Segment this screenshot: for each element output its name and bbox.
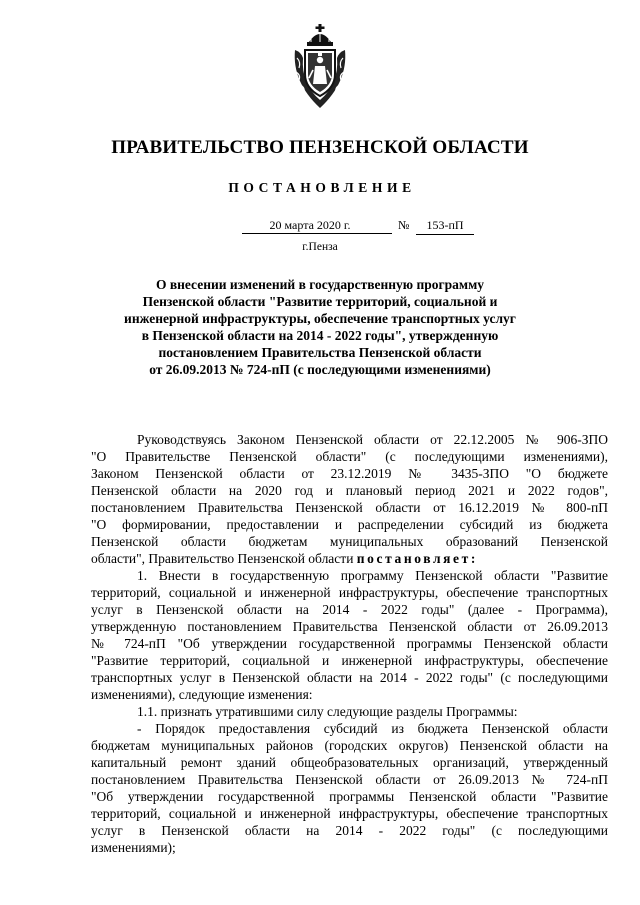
body-line-with-resolution <box>91 550 608 567</box>
heading-line: постановлением Правительства Пензенской области <box>158 345 482 361</box>
heading-line: О внесении изменений в государственную программу <box>155 277 485 292</box>
heading-line: Пензенской области "Развитие территорий, социальной и <box>142 294 498 310</box>
body-line: изменениями), следующие изменения: <box>91 687 313 702</box>
decree-heading <box>100 276 540 379</box>
body-line: 1.1. признать утратившими силу следующие разделы Программы: <box>137 704 518 719</box>
heading-line: инженерной инфраструктуры, обеспечение транспортных услуг <box>124 311 516 327</box>
body-line: Законом Пензенской области от 23.12.2019 № 3435-ЗПО "О бюджете <box>91 466 608 481</box>
decree-body <box>91 431 608 856</box>
body-line: капитальный ремонт зданий общеобразовательных организаций, утвержденный <box>91 755 608 770</box>
body-line: услуг в Пензенской области на 2014 - 2022 годы" (далее - Программа), <box>91 602 608 617</box>
city-name: г.Пенза <box>302 241 338 253</box>
body-line-text: области", Правительство Пензенской области <box>91 551 354 566</box>
body-line: Пензенской области на 2020 год и плановый период 2021 и 2022 годов", <box>91 483 608 498</box>
body-line: Руководствуясь Законом Пензенской области от 22.12.2005 № 906-ЗПО <box>137 432 608 447</box>
decree-date: 20 марта 2020 г. <box>242 218 392 234</box>
body-line: бюджетам муниципальных районов (городских округов) Пензенской области на <box>91 738 608 753</box>
body-line: "Развитие территорий, социальной и инженерной инфраструктуры, обеспечение <box>91 653 608 668</box>
government-title: ПРАВИТЕЛЬСТВО ПЕНЗЕНСКОЙ ОБЛАСТИ <box>111 137 529 158</box>
resolves-word: постановляет: <box>356 551 478 566</box>
body-line: территорий, социальной и инженерной инфраструктуры, обеспечение транспортных <box>91 806 608 821</box>
body-line: "О Правительстве Пензенской области" (с последующими изменениями), <box>91 449 608 464</box>
heading-line: в Пензенской области на 2014 - 2022 годы", утвержденную <box>141 328 499 344</box>
body-line: "О формировании, предоставлении и распределении субсидий из бюджета <box>91 517 608 532</box>
decree-number: 153-пП <box>416 218 474 235</box>
body-line: изменениями); <box>91 840 176 855</box>
body-line: Пензенской области бюджетам муниципальных образований Пензенской <box>91 534 608 549</box>
body-line: постановлением Правительства Пензенской области от 26.09.2013 № 724-пП <box>91 772 608 787</box>
coat-of-arms-emblem <box>289 22 351 112</box>
body-line: утвержденную постановлением Правительства Пензенской области от 26.09.2013 <box>91 619 608 634</box>
body-line: "Об утверждении государственной программы Пензенской области "Развитие <box>91 789 608 804</box>
body-line: территорий, социальной и инженерной инфраструктуры, обеспечение транспортных <box>91 585 608 600</box>
date-number-row <box>0 218 640 236</box>
heading-line: от 26.09.2013 № 724-пП (с последующими изменениями) <box>149 362 491 378</box>
body-line: - Порядок предоставления субсидий из бюджета Пензенской области <box>137 721 608 736</box>
body-line: транспортных услуг в Пензенской области на 2014 - 2022 годы" (с последующими <box>91 670 608 685</box>
body-line: постановлением Правительства Пензенской области от 16.12.2019 № 800-пП <box>91 500 608 515</box>
number-label: № <box>398 218 410 232</box>
body-line: № 724-пП "Об утверждении государственной программы Пензенской области <box>91 636 608 651</box>
body-line: 1. Внести в государственную программу Пензенской области "Развитие <box>137 568 608 583</box>
body-line: услуг в Пензенской области на 2014 - 2022 годы" (с последующими <box>91 823 608 838</box>
document-type: ПОСТАНОВЛЕНИЕ <box>228 180 416 195</box>
